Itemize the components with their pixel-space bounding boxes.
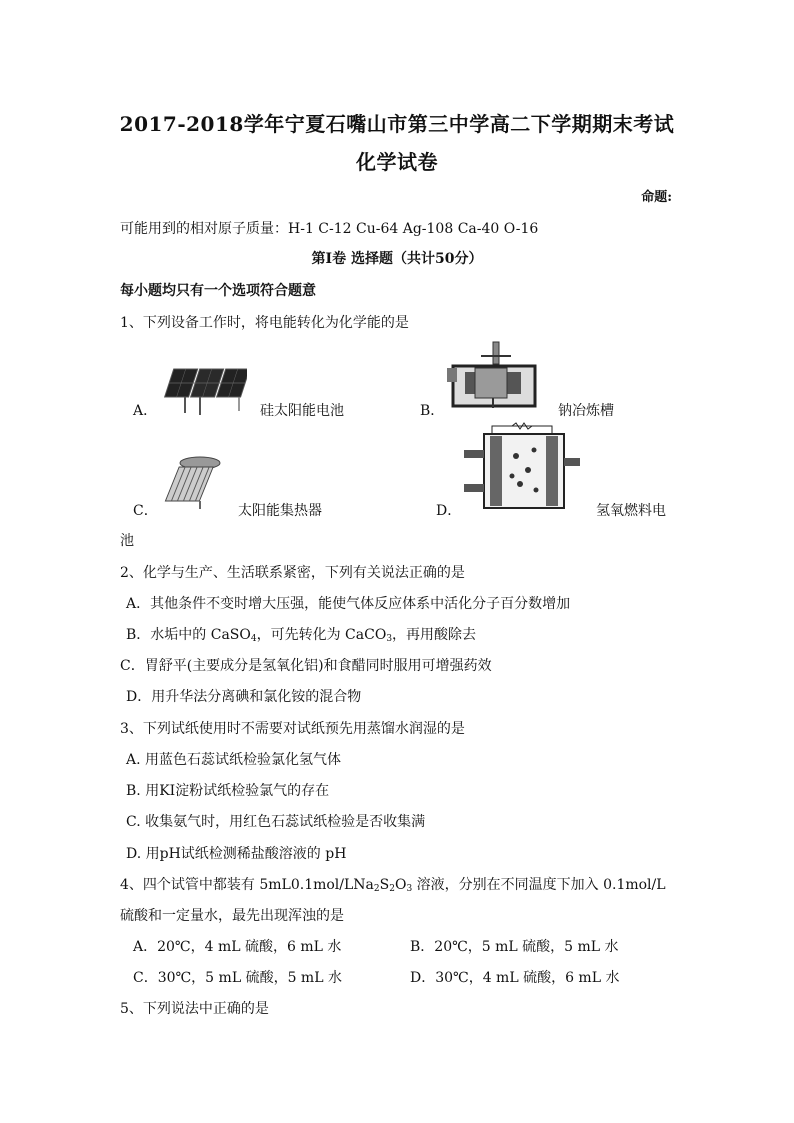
q1-option-c-text: 太阳能集热器: [238, 503, 322, 519]
solar-water-heater-figure: [160, 455, 226, 511]
q2-b-part2: ，可先转化为 CaCO: [256, 627, 387, 643]
question-1-stem: 1、下列设备工作时，将电能转化为化学能的是: [120, 315, 409, 331]
q4-stem-sub1: 2: [373, 884, 380, 894]
sodium-cell-figure: [443, 338, 543, 410]
q4-option-d: D．30℃，4 mL 硫酸，6 mL 水: [410, 970, 620, 986]
q2-b-sub2: 3: [386, 634, 393, 644]
q4-stem-sub2: 2: [389, 884, 395, 894]
q3-option-d: D. 用pH试纸检测稀盐酸溶液的 pH: [126, 846, 347, 862]
question-2-stem: 2、化学与生产、生活联系紧密，下列有关说法正确的是: [120, 565, 465, 581]
section-heading: 第Ⅰ卷 选择题（共计50分）: [311, 251, 483, 267]
fuel-cell-figure: [460, 420, 584, 514]
q4-stem-part1: 4、四个试管中都装有 5mL0.1mol/LNa: [120, 877, 374, 893]
q4-stem-sub3: 3: [406, 884, 413, 894]
q4-option-a: A．20℃，4 mL 硫酸，6 mL 水: [133, 939, 342, 955]
atomic-masses: 可能用到的相对原子质量：H-1 C-12 Cu-64 Ag-108 Ca-40 O-16: [120, 221, 539, 237]
q1-option-a-letter: A．: [133, 403, 158, 419]
question-4-stem-line2: 硫酸和一定量水，最先出现浑浊的是: [120, 908, 344, 924]
question-3-stem: 3、下列试纸使用时不需要对试纸预先用蒸馏水润湿的是: [120, 721, 465, 737]
q2-option-c: C．胃舒平(主要成分是氢氧化铝)和食醋同时服用可增强药效: [120, 658, 492, 674]
proposer-label: 命题:: [641, 190, 672, 205]
q3-option-a: A. 用蓝色石蕊试纸检验氯化氢气体: [126, 752, 342, 768]
q4-stem-part2: S: [379, 877, 390, 893]
q2-option-a: A．其他条件不变时增大压强，能使气体反应体系中活化分子百分数增加: [126, 596, 571, 612]
q2-option-d: D．用升华法分离碘和氯化铵的混合物: [126, 689, 362, 705]
q2-b-part3: ，再用酸除去: [392, 627, 477, 643]
q1-option-b-text: 钠冶炼槽: [558, 403, 614, 419]
solar-panel-figure: [155, 365, 247, 417]
q3-option-b: B. 用KI淀粉试纸检验氯气的存在: [126, 783, 330, 799]
q1-option-d-wrap: 池: [120, 533, 134, 549]
exam-subtitle: 化学试卷: [356, 150, 438, 174]
question-5-stem: 5、下列说法中正确的是: [120, 1001, 269, 1017]
q1-option-c-letter: C．: [133, 503, 158, 519]
q1-option-b-letter: B．: [420, 403, 445, 419]
q4-stem-part4: 溶液，分别在不同温度下加入 0.1mol/L: [412, 877, 666, 893]
q1-option-d-text: 氢氧燃料电: [596, 503, 666, 519]
q2-b-part1: B．水垢中的 CaSO: [126, 627, 251, 643]
q3-option-c: C. 收集氨气时，用红色石蕊试纸检验是否收集满: [126, 814, 426, 830]
exam-title: 2017-2018学年宁夏石嘴山市第三中学高二下学期期末考试: [119, 112, 675, 136]
q1-option-d-letter: D．: [436, 503, 462, 519]
q4-option-c: C．30℃，5 mL 硫酸，5 mL 水: [133, 970, 342, 986]
q4-option-b: B．20℃，5 mL 硫酸，5 mL 水: [410, 939, 619, 955]
instruction: 每小题均只有一个选项符合题意: [120, 283, 316, 299]
q2-b-sub1: 4: [250, 634, 257, 644]
question-4-stem: [120, 874, 666, 894]
q2-option-b: [126, 624, 476, 644]
q1-option-a-text: 硅太阳能电池: [260, 403, 344, 419]
q4-stem-part3: O: [394, 877, 407, 893]
